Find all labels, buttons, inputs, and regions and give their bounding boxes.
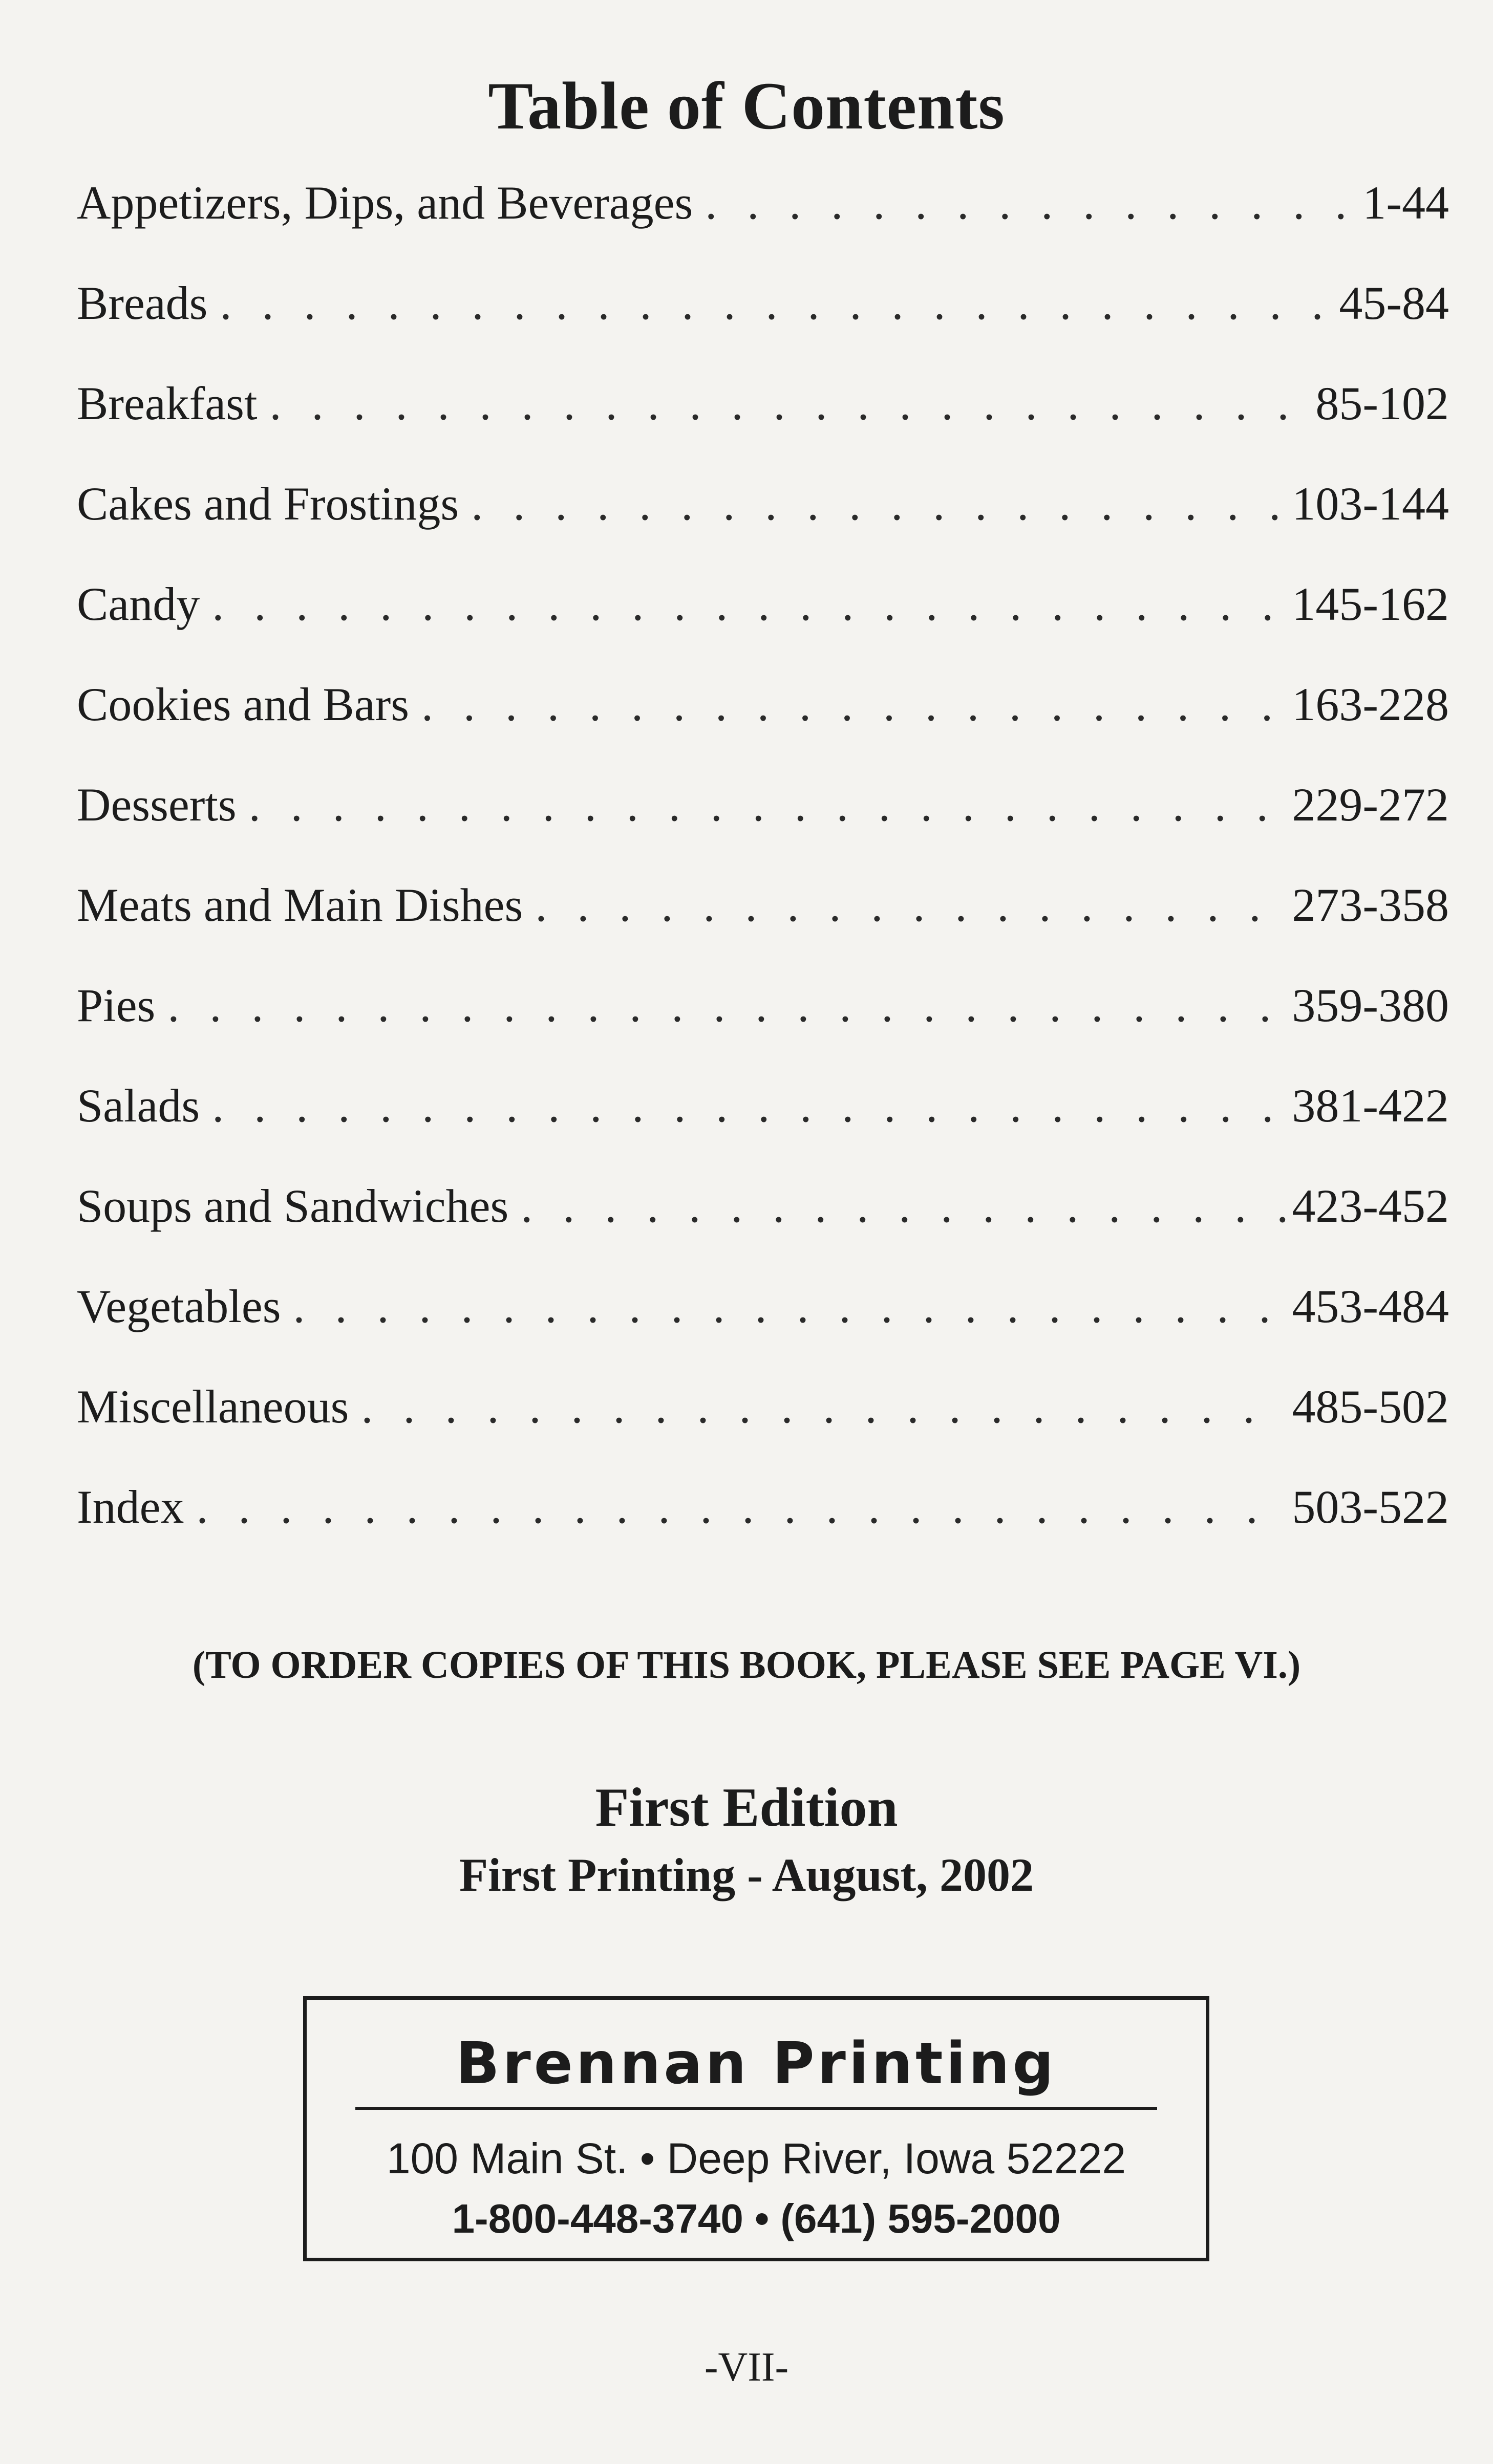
toc-entry — [77, 881, 1449, 982]
toc-entry-label: Cakes and Frostings — [77, 478, 459, 530]
toc-leader-dots — [220, 279, 1334, 327]
toc-entry-pages: 381-422 — [1292, 1079, 1449, 1132]
toc-leader-dots — [535, 881, 1287, 928]
toc-entry — [77, 480, 1449, 580]
toc-entry — [77, 377, 1449, 480]
printer-phones: 1-800-448-3740 • (641) 595-2000 — [452, 2196, 1061, 2241]
toc-entry-label: Pies — [77, 979, 156, 1031]
printer-name: Brennan Printing — [456, 2030, 1057, 2097]
toc-entry-pages: 145-162 — [1292, 578, 1449, 630]
toc-entry — [77, 179, 1449, 279]
toc-leader-dots — [293, 1283, 1287, 1330]
toc-leader-dots — [705, 179, 1357, 226]
order-note: (TO ORDER COPIES OF THIS BOOK, PLEASE SEE PAGE VI.) — [192, 1644, 1301, 1687]
toc-entry-pages: 485-502 — [1292, 1380, 1449, 1433]
edition-heading: First Edition — [595, 1777, 898, 1838]
toc-entry-label: Miscellaneous — [77, 1380, 349, 1433]
toc-entry-pages: 1-44 — [1362, 177, 1449, 229]
toc-entry — [77, 781, 1449, 881]
toc-entry — [77, 580, 1449, 681]
toc-entry — [77, 1079, 1449, 1182]
toc-leader-dots — [521, 1182, 1287, 1229]
toc-list — [77, 179, 1449, 1584]
toc-entry-label: Desserts — [77, 779, 237, 831]
toc-entry-label: Cookies and Bars — [77, 678, 410, 730]
toc-leader-dots — [471, 480, 1287, 527]
toc-entry-pages: 273-358 — [1292, 879, 1449, 931]
toc-entry-label: Salads — [77, 1079, 200, 1132]
toc-entry-pages: 163-228 — [1292, 678, 1449, 730]
toc-entry-label: Soups and Sandwiches — [77, 1180, 509, 1232]
toc-leader-dots — [421, 681, 1287, 728]
toc-entry-pages: 503-522 — [1292, 1481, 1449, 1533]
toc-entry-pages: 45-84 — [1339, 277, 1449, 329]
toc-leader-dots — [212, 580, 1287, 628]
toc-leader-dots — [361, 1383, 1287, 1430]
toc-entry — [77, 1380, 1449, 1483]
printer-info-box — [303, 1996, 1209, 2261]
printer-divider — [355, 2107, 1157, 2110]
toc-leader-dots — [249, 781, 1287, 828]
printing-date: First Printing - August, 2002 — [459, 1849, 1034, 1901]
toc-leader-dots — [270, 380, 1311, 427]
toc-entry-label: Candy — [77, 578, 200, 630]
toc-entry-label: Meats and Main Dishes — [77, 879, 523, 931]
toc-entry-pages: 103-144 — [1292, 478, 1449, 530]
toc-entry-label: Index — [77, 1481, 184, 1533]
toc-leader-dots — [167, 982, 1287, 1029]
toc-entry-label: Breakfast — [77, 377, 258, 429]
printer-address: 100 Main St. • Deep River, Iowa 52222 — [386, 2134, 1126, 2182]
toc-entry-pages: 359-380 — [1292, 979, 1449, 1031]
toc-entry-pages: 85-102 — [1315, 377, 1449, 429]
page-number: -VII- — [704, 2345, 789, 2390]
page-title: Table of Contents — [488, 68, 1005, 143]
toc-entry-pages: 229-272 — [1292, 779, 1449, 831]
toc-entry-label: Appetizers, Dips, and Beverages — [77, 177, 693, 229]
toc-entry — [77, 1280, 1449, 1383]
toc-entry-label: Breads — [77, 277, 208, 329]
toc-entry-label: Vegetables — [77, 1280, 281, 1332]
toc-leader-dots — [212, 1082, 1287, 1129]
toc-entry — [77, 979, 1449, 1082]
toc-entry — [77, 279, 1449, 380]
toc-leader-dots — [196, 1483, 1287, 1530]
toc-entry-pages: 453-484 — [1292, 1280, 1449, 1332]
toc-entry — [77, 1483, 1449, 1584]
toc-entry — [77, 1182, 1449, 1283]
toc-entry-pages: 423-452 — [1292, 1180, 1449, 1232]
toc-entry — [77, 678, 1449, 781]
